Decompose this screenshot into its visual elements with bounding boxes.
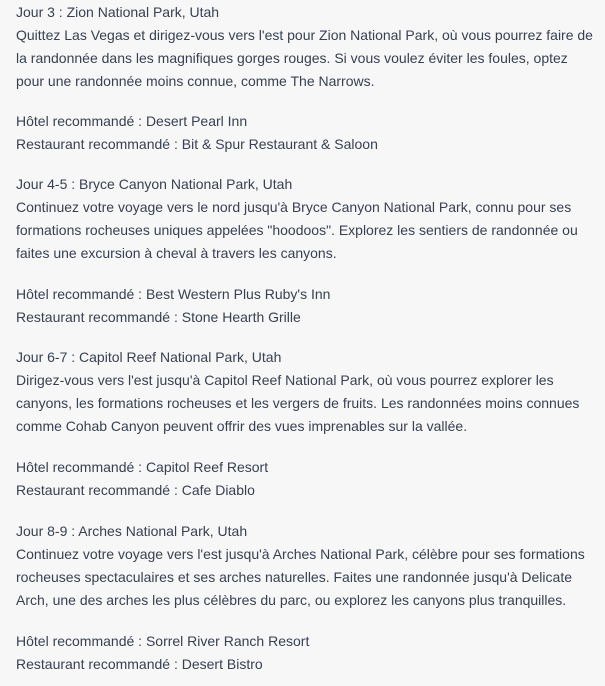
- recommendations-paragraph: [16, 456, 596, 502]
- day-description-line: Arch, une des arches les plus célèbres du parc, ou explorez les canyons plus tranquilles.: [16, 592, 567, 608]
- day-heading: Jour 3 : Zion National Park, Utah: [16, 4, 220, 20]
- day-description-line: Dirigez-vous vers l'est jusqu'à Capitol Reef National Park, où vous pourrez explorer les: [16, 372, 554, 388]
- hotel-recommendation: Hôtel recommandé : Capitol Reef Resort: [16, 459, 269, 475]
- day-description-line: rocheuses spectaculaires et ses arches naturelles. Faites une randonnée jusqu'à Delicate: [16, 569, 572, 585]
- hotel-recommendation: Hôtel recommandé : Best Western Plus Ruby's Inn: [16, 286, 331, 302]
- itinerary-day-paragraph: [16, 346, 596, 438]
- hotel-recommendation: Hôtel recommandé : Sorrel River Ranch Resort: [16, 633, 310, 649]
- restaurant-recommendation: Restaurant recommandé : Desert Bistro: [16, 656, 263, 672]
- recommendations-paragraph: [16, 630, 596, 676]
- day-description-line: formations rocheuses uniques appelées "hoodoos". Explorez les sentiers de randonnée ou: [16, 222, 578, 238]
- day-description-line: Continuez votre voyage vers l'est jusqu'à Arches National Park, célèbre pour ses formations: [16, 546, 585, 562]
- day-description-line: la randonnée dans les magnifiques gorges rouges. Si vous voulez éviter les foules, optez: [16, 50, 568, 66]
- hotel-recommendation: Hôtel recommandé : Desert Pearl Inn: [16, 113, 248, 129]
- day-description-line: faites une excursion à cheval à travers les canyons.: [16, 245, 337, 261]
- restaurant-recommendation: Restaurant recommandé : Cafe Diablo: [16, 482, 255, 498]
- day-heading: Jour 8-9 : Arches National Park, Utah: [16, 523, 248, 539]
- day-description-line: canyons, les formations rocheuses et les vergers de fruits. Les randonnées moins connues: [16, 395, 580, 411]
- restaurant-recommendation: Restaurant recommandé : Bit & Spur Restaurant & Saloon: [16, 136, 378, 152]
- day-description-line: Continuez votre voyage vers le nord jusqu'à Bryce Canyon National Park, connu pour ses: [16, 199, 572, 215]
- itinerary-day-paragraph: [16, 520, 596, 612]
- recommendations-paragraph: [16, 283, 596, 329]
- restaurant-recommendation: Restaurant recommandé : Stone Hearth Grille: [16, 309, 301, 325]
- day-heading: Jour 4-5 : Bryce Canyon National Park, Utah: [16, 176, 293, 192]
- day-description-line: Quittez Las Vegas et dirigez-vous vers l'est pour Zion National Park, où vous pourrez faire de: [16, 27, 593, 43]
- day-description-line: pour une randonnée moins connue, comme The Narrows.: [16, 73, 375, 89]
- recommendations-paragraph: [16, 110, 596, 156]
- day-description-line: comme Cohab Canyon peuvent offrir des vues imprenables sur la vallée.: [16, 418, 468, 434]
- itinerary-day-paragraph: [16, 173, 596, 265]
- day-heading: Jour 6-7 : Capitol Reef National Park, Utah: [16, 349, 282, 365]
- itinerary-day-paragraph: [16, 1, 596, 93]
